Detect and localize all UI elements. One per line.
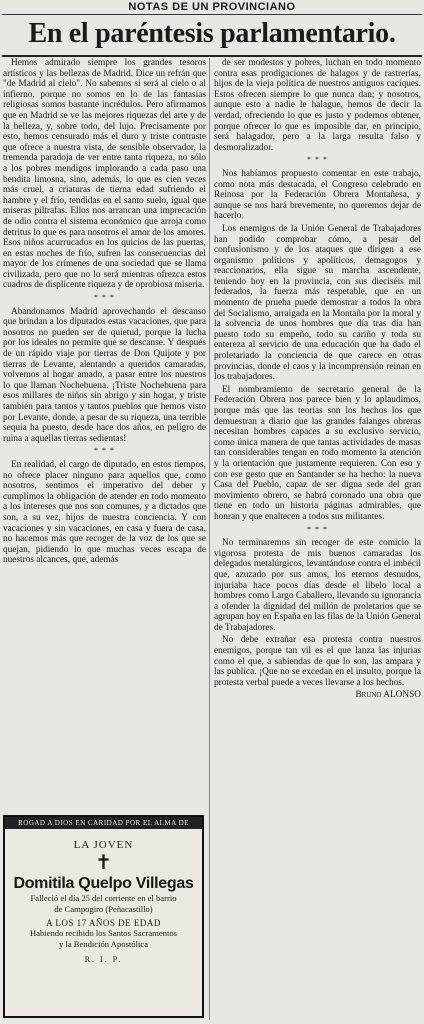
obituary-rip: R. I. P. [84,955,123,964]
article-paragraph: de ser modestos y pobres, luchan en todo momento contra esas prodigaciones de halagos y de rastrerías, hijos de la vieja política de nuestros antiguos caciques. Estos ofrecen siempre lo que nunca dan; y nosotros, aunque esto a nadie le halague, hemos de decir la verdad, ofreciendo lo que es justo y podemos obtener, porque ofrecer lo que es imposible dar, en principio, será halagador, pero a la larga resulta falso y desmoralizador. [214,58,421,153]
obituary-notice [3,815,204,1018]
article-paragraph: El nombramiento de secretario general de la Federación Obrera nos parece bien y lo aplaudimos, porque más que las teorías son los hechos los que demuestran a diario que las grandes falanges obreras necesitan hombres capaces a su exclusivo servicio, como única manera de que tantas actividades de masas tan considerables tengan en todo momento la atención y la orientación que justamente requieren. Con eso y con ese gesto que en Santander se ha hecho: la nueva Casa del Pueblo, capaz de ser digna sede del gran movimiento obrero, se habrá coronado una obra que tiene en todo un historia páginas admirables, que honran y que enaltecen a todos sus militantes. [214,384,421,522]
article-paragraph: Nos habíamos propuesto comentar en este trabajo, como nota más destacada, el Congreso celebrado en Reinosa por la Federación Obrera Montañesa, y aunque se nos hará brevemente, no queremos dejar de hacerlo. [214,168,421,222]
article-paragraph: En realidad, el cargo de diputado, en estos tiempos, no ofrece placer ninguno para aquellos que, como nosotros, sentimos el imperativo del deber y cumplimos la obligación de atender en todo momento a los intereses que nos son comunes, y a dictados que son, a su vez, hijos de nuestra conciencia. Y con vacaciones y sin vacaciones, en casa y fuera de casa, no hacemos más que recoger de la voz de los que se quejan, pidiendo lo que muchas veces escapa de nuestros alcances, que, además [3,459,206,566]
obituary-line: Habiendo recibido los Santos Sacramentos [29,928,178,938]
section-separator: * * * [307,155,328,165]
article-paragraph: Hemos admirado siempre los grandes tesoros artísticos y las bellezas de Madrid. Dice un refrán que "de Madrid al cielo". No sabemos si será al cielo o al infierno, porque no somos en lo de las fantasías religiosas somos bastante incrédulos. Pero afirmamos que en Madrid se ve las mejores riquezas del arte y de la belleza, y, sobre todo, del lujo. Precisamente por esto, hemos censurado más el duro y triste contraste que ofrece a nuestra vista, de sensible observador, la tremenda paradoja de ver entre tanta riqueza, no sólo a los pobres mendigos implorando a cada paso una bendita limosna, sino, además, lo que es cien veces más cruel, a criaturas de tierna edad sufriendo el hambre y el frío, tendidas en el santo suelo, igual que miseras piltrafas. Ellos nos arrancan una imprecación de odio contra el sistema económico que arroja como detritus lo que es para nosotros el amor de los amores. Esos niños acurrucados en los quicios de las puertas, en estas noches de frío, sufren las consecuencias del mayor de los crímenes de una sociedad que se llama civilizada, pero que no lo será mientras ofrezca estos cuadros de displicente riqueza y de oprobiosa miseria. [3,58,206,291]
obituary-band: ROGAD A DIOS EN CARIDAD POR EL ALMA DE [5,817,202,829]
section-title: NOTAS DE UN PROVINCIANO [128,1,296,13]
right-column [214,58,421,1020]
headline: En el paréntesis parlamentario. [28,18,396,49]
cross-icon: ✝ [95,852,112,874]
headline-rule [2,55,422,57]
article-paragraph: Los enemigos de la Unión General de Trabajadores han podido comprobar cómo, a pesar del confusionismo y de los ataques que dirigen a ese organismo políticos y apolíticos, demagogos y reaccionarios, ella sigue su marcha ascendente, teniendo hoy en la provincia, con sus dieciséis mil federados, la fuerza más respetable, que en un momento de prueba puede demostrar a todos la obra del Socialismo, arraigada en la Montaña por la moral y la solvencia de unos hombres que día tras día han puesto todo su empeño, todo su cariño y toda su entereza al servicio de una educación que ha dado el proletariado la conciencia de que carece en otras provincias, donde el caos y la incomprensión reinan en los trabajadores. [214,223,421,383]
obituary-age: A LOS 17 AÑOS DE EDAD [46,918,161,928]
section-separator: * * * [94,293,115,303]
top-rule [2,14,422,15]
section-separator: * * * [94,446,115,456]
author-signature: Bruno ALONSO [355,690,421,701]
article-paragraph: No terminaremos sin recoger de este comicio la vigorosa protesta de mis buenos camaradas los delegados metalúrgicos, levantándose contra el imbécil que, azuzado por sus amos, los eternos desnudos, injuriaba hace pocos días desde el libelo local a hombres como Largo Caballero, llevando su ignorancia a ofender la dignidad del millón de proletarios que se agrupan hoy en España en las filas de la Unión General de Trabajadores. [214,538,421,633]
obituary-line: de Campogiro (Peñacastillo) [54,903,153,914]
obituary-intro: LA JOVEN [73,839,134,851]
obituary-line: Falleció el día 25 del corriente en el barrio [30,893,177,903]
column-divider [209,58,210,1020]
article-paragraph: No debe extrañar esa protesta contra nuestros enemigos, porque tan vil es el que lanza las injurias como el que, a sabiendas de que lo son, las ampara y las publica. ¡Que no se excedan en el insulto, porque la protesta verbal puede a veces llevarse a los hechos. [214,635,421,688]
section-separator: * * * [307,524,328,534]
deceased-name: Domitila Quelpo Villegas [13,875,194,892]
obituary-line: y la Bendición Apostólica [58,938,149,949]
article-paragraph: Abandonamos Madrid aprovechando el descanso que brindan a los diputados estas vacaciones, que para nosotros no pueden ser de quietud, porque la lucha por los ideales no permite que se descanse. Y después de un rápido viaje por tierras de Don Quijote y por tierras de Levante, alentando a queridos camaradas, volvemos al hogar amado, a pasar entre los nuestros lo que llaman Nochebuena. ¡Triste Nochebuena para esos millares de niños sin abrigo y sin hogar, y triste también para tantos y tantos pueblos que hemos visto por Levante, donde, a pesar de su riqueza, una terrible sequía ha puesto, desde hace dos años, en peligro de ruina a aquellas tierras sedientas! [3,306,206,444]
